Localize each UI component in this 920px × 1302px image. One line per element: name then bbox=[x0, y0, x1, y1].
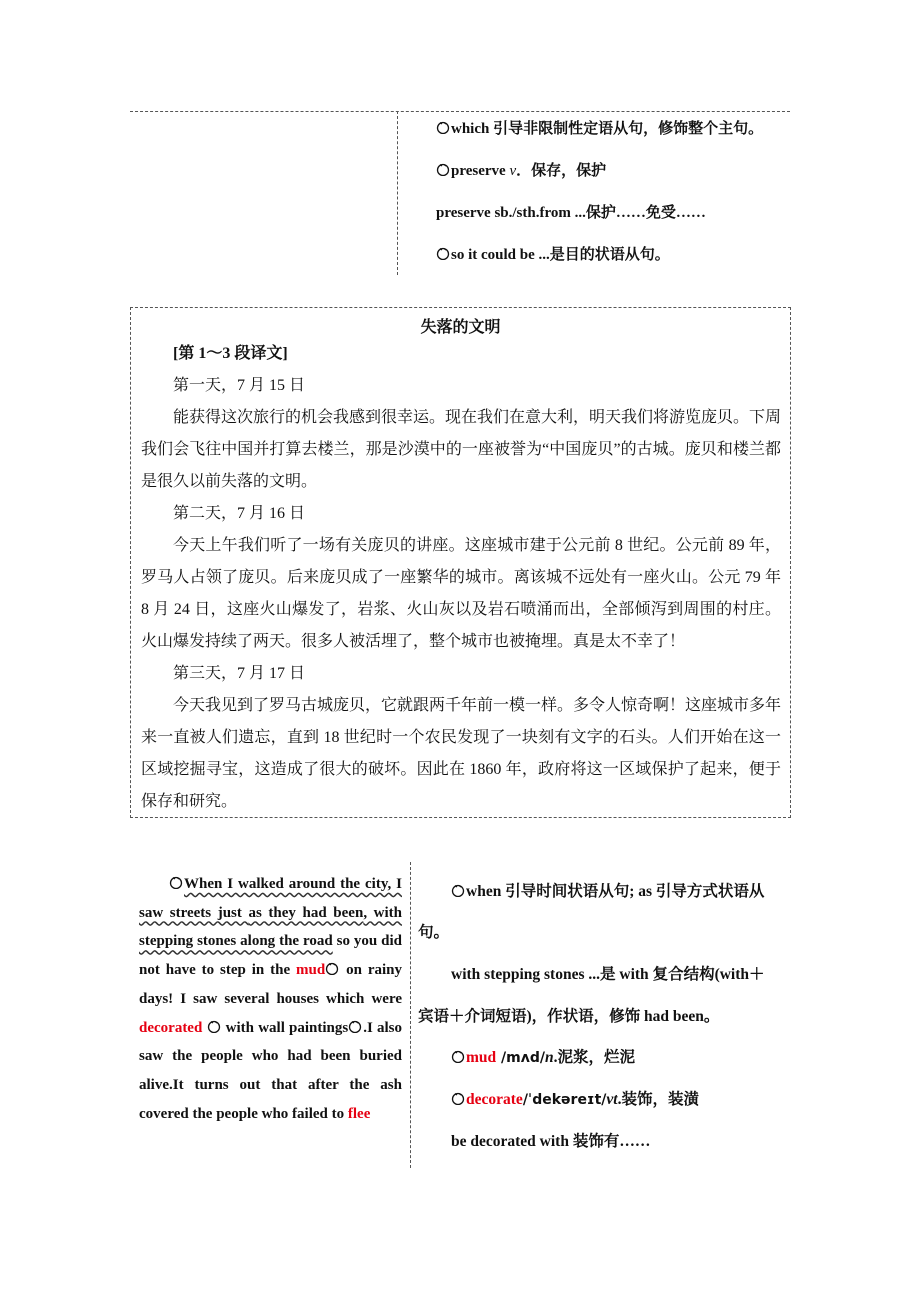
note-mud: mud /mʌd/n.泥浆，烂泥 bbox=[451, 1045, 635, 1067]
note-with-structure-cont: 宾语＋介词短语)，作状语，修饰 had been。 bbox=[418, 1008, 720, 1025]
circle-marker-icon bbox=[451, 1049, 465, 1063]
entry-heading: 第二天，7 月 16 日 bbox=[173, 505, 306, 522]
note-preserve: preserve v．保存，保护 bbox=[436, 159, 606, 180]
entry-heading: 第三天，7 月 17 日 bbox=[173, 665, 306, 682]
circle-marker-icon bbox=[451, 1091, 465, 1105]
underlined-phrase: When I walked around the city, I saw streets just bbox=[139, 876, 402, 921]
note-preserve-phrase: preserve sb./sth.from ...保护……免受…… bbox=[436, 205, 706, 221]
key-word-decorated: decorated bbox=[139, 1019, 203, 1036]
key-word-flee: flee bbox=[347, 1105, 371, 1122]
note-be-decorated-with: be decorated with 装饰有…… bbox=[451, 1133, 651, 1150]
entry-body: 今天我见到了罗马古城庞贝，它就跟两千年前一模一样。多令人惊奇啊！这座城市多年来一直被人们遗忘，直到 18 世纪时一个农民发现了一块刻有文字的石头。人们开始在这一区域挖掘寻宝，这造成了很大的破坏。因此在 1860 年，政府将这一区域保护了起来，便于保存和研究。 bbox=[141, 697, 782, 810]
circle-marker-icon bbox=[169, 875, 183, 889]
circle-marker-icon bbox=[451, 883, 465, 897]
translation-text bbox=[141, 338, 781, 818]
entry-body: 今天上午我们听了一场有关庞贝的讲座。这座城市建于公元前 8 世纪。公元前 89 年，罗马人占领了庞贝。后来庞贝成了一座繁华的城市。离该城不远处有一座火山。公元 79 年 8 月 24 日，这座火山爆发了，岩浆、火山灰以及岩石喷涌而出，全部倾泻到周围的村庄。火山爆发持续了两天。很多人被活埋了，整个城市也被掩埋。真是太不幸了！ bbox=[141, 537, 781, 650]
circle-marker-icon bbox=[325, 961, 339, 975]
entry-heading: 第一天，7 月 15 日 bbox=[173, 377, 306, 394]
note-when-as-cont: 句。 bbox=[418, 924, 450, 941]
translation-box bbox=[130, 307, 791, 818]
note-when-as: when 引导时间状语从句; as 引导方式状语从 bbox=[451, 879, 764, 901]
bottom-column-divider bbox=[410, 862, 411, 1168]
english-passage: When I walked around the city, I saw streets just as they had been, with stepping stones along the road so you did not have to step in the mud on rainy days! I saw several houses which were decorated with wall paintings .I also saw the people who had been buried alive.It turns out that after the ash covered the people who failed to flee bbox=[139, 876, 403, 1122]
section-label: [第 1～3 段译文] bbox=[173, 345, 288, 362]
note-which: which 引导非限制性定语从句，修饰整个主句。 bbox=[436, 117, 763, 138]
circle-marker-icon bbox=[436, 246, 450, 260]
entry-body: 能获得这次旅行的机会我感到很幸运。现在我们在意大利，明天我们将游览庞贝。下周我们会飞往中国并打算去楼兰，那是沙漠中的一座被誉为“中国庞贝”的古城。庞贝和楼兰都是很久以前失落的文明。 bbox=[141, 409, 782, 490]
note-so-it-could-be: so it could be ...是目的状语从句。 bbox=[436, 243, 670, 264]
translation-title: 失落的文明 bbox=[420, 319, 501, 336]
top-column-divider bbox=[397, 111, 398, 275]
circle-marker-icon bbox=[348, 1019, 362, 1033]
key-word-mud: mud bbox=[296, 962, 326, 979]
circle-marker-icon bbox=[436, 120, 450, 134]
underlined-phrase: , with stepping stones along the road bbox=[139, 904, 402, 950]
underlined-phrase: as they had been bbox=[248, 904, 364, 921]
circle-marker-icon bbox=[436, 162, 450, 176]
top-divider bbox=[130, 111, 790, 112]
note-decorate: decorate/ˈdekəreɪt/vt.装饰，装潢 bbox=[451, 1087, 699, 1109]
circle-marker-icon bbox=[207, 1019, 221, 1033]
note-with-structure: with stepping stones ...是 with 复合结构(with＋ bbox=[451, 966, 765, 983]
